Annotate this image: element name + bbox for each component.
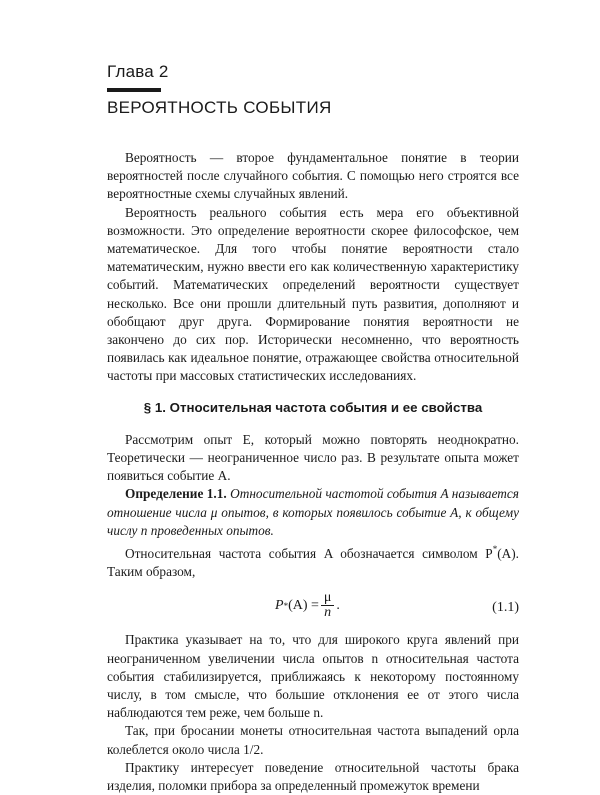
chapter-label: Глава 2 <box>107 62 169 81</box>
formula-number: (1.1) <box>492 600 519 616</box>
p2-tail: (A). Таким образом, <box>107 546 519 580</box>
formula-tail: . <box>336 597 340 613</box>
formula-lhs-p: P <box>275 597 284 613</box>
formula-lhs-arg: (A) = <box>288 597 319 613</box>
section-paragraph-2 <box>107 540 519 581</box>
intro-paragraph-1: Вероятность — второе фундаментальное понятие в теории вероятностей после случайного события. С помощью него строятся все вероятностные схемы случайных явлений. <box>107 150 519 202</box>
definition-label: Определение 1.1. <box>125 486 227 502</box>
p2-sup: * <box>492 544 498 555</box>
definition-paragraph <box>107 485 519 540</box>
section-paragraph-1: Рассмотрим опыт E, который можно повторять неоднократно. Теоретически — неограниченное число раз. В результате опыта может появиться событие A. <box>107 431 519 484</box>
chapter-rule <box>107 88 161 92</box>
section-paragraph-3: Практика указывает на то, что для широкого круга явлений при неограниченном увеличении числа опытов n относительная частота события стабилизируется, приближаясь к некоторому постоянному числу, в том смысле, что большие отклонения ее от этого числа наблюдаются тем реже, чем больше n. <box>107 632 519 721</box>
section-paragraph-5: Практику интересует поведение относительной частоты брака изделия, поломки прибора за определенный промежуток времени <box>107 759 519 794</box>
p2-text: Относительная частота события A обозначается символом P <box>125 546 493 562</box>
section-heading: § 1. Относительная частота события и ее свойства <box>143 399 483 415</box>
page-body <box>107 149 519 795</box>
formula-numerator: μ <box>323 590 332 606</box>
intro-paragraph-2: Вероятность реального события есть мера его объективной возможности. Это определение вероятности скорее философское, чем математическое. Для того чтобы понятие вероятности стало математическим, нужно ввести его как количественную характеристику событий. Математических определений вероятности существует несколько. Все они прошли длительный путь развития, дополняют и обобщают друг друга. Формирование понятия вероятности не закончено до сих пор. Исторически несомненно, что вероятность появилась как идеальное понятие, отражающее свойства относительной частоты при массовых статистических исследованиях. <box>107 204 519 384</box>
section-paragraph-4: Так, при бросании монеты относительная частота выпадений орла колеблется около числа 1/2. <box>107 723 519 757</box>
chapter-title: ВЕРОЯТНОСТЬ СОБЫТИЯ <box>107 98 332 117</box>
formula-denominator: n <box>321 605 334 620</box>
formula-1-1 <box>107 587 519 625</box>
formula-expression <box>275 591 340 620</box>
formula-fraction <box>321 591 335 620</box>
formula-lhs-sup: * <box>283 600 289 611</box>
definition-text: Относительной частотой события A называется отношение числа μ опытов, в которых появилось событие A, к общему числу n проведенных опытов. <box>107 486 519 538</box>
